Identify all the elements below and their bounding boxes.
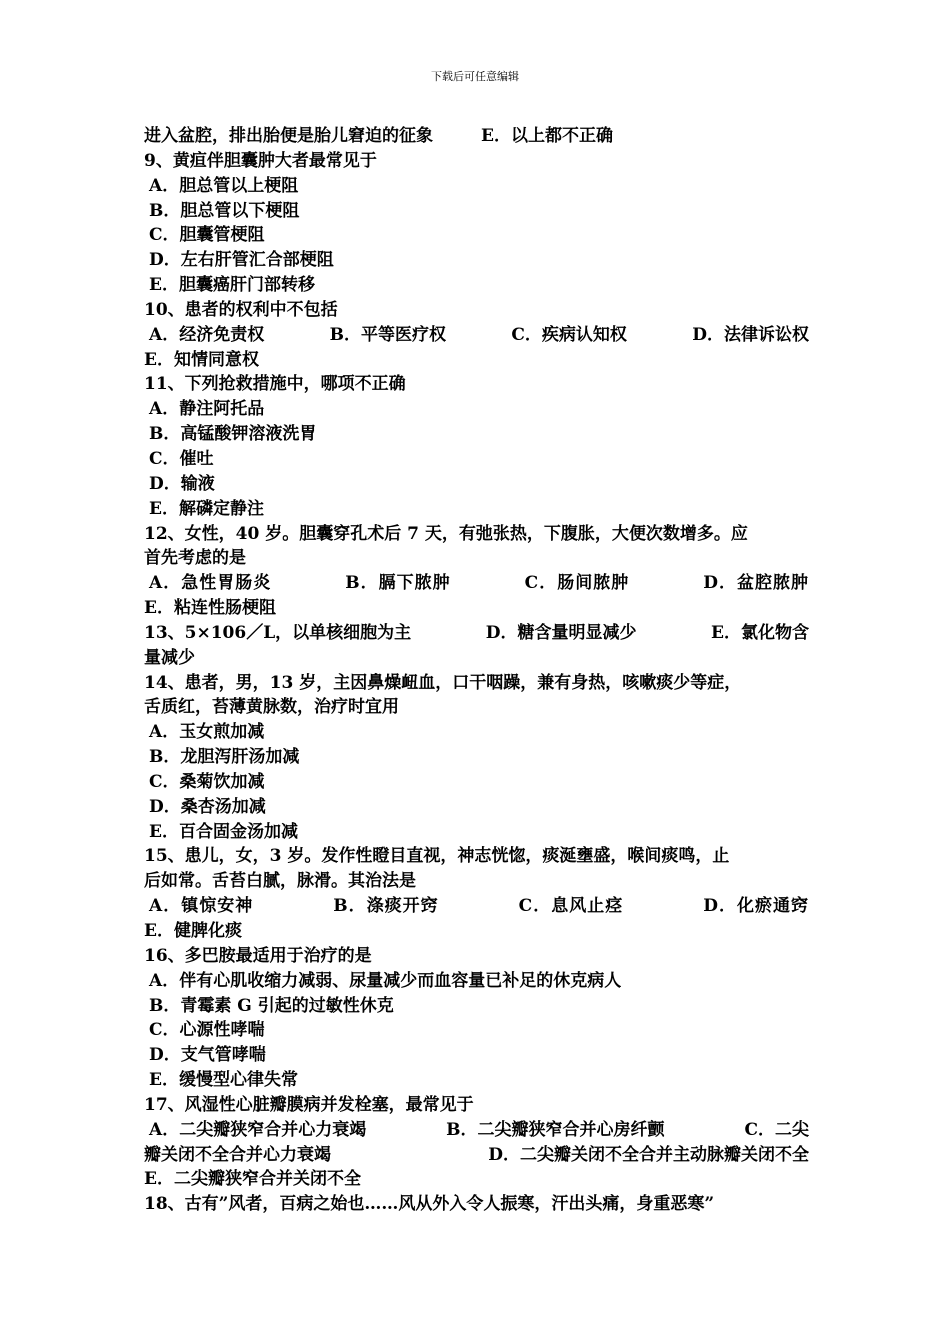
- option-line: E．缓慢型心律失常: [149, 1070, 298, 1091]
- option-line: A．静注阿托品: [149, 399, 265, 420]
- option-line: D．左右肝管汇合部梗阻: [149, 250, 334, 271]
- option-line: B．高锰酸钾溶液洗胃: [149, 424, 317, 445]
- option-inline: A．镇惊安神: [149, 896, 254, 917]
- option-inline: B．二尖瓣狭窄合并心房纤颤: [446, 1119, 665, 1140]
- option-inline: B．膈下脓肿: [345, 573, 451, 594]
- option-line: C．心源性哮喘: [149, 1020, 265, 1041]
- option-inline: D．化瘀通窍: [703, 896, 809, 917]
- text-line: 量减少: [144, 647, 195, 668]
- option-inline: C．肠间脓肿: [524, 573, 630, 594]
- text-line: 舌质红，苔薄黄脉数，治疗时宜用: [144, 697, 399, 718]
- text-line: 14、患者，男，13 岁，主因鼻燥衄血，口干咽躁，兼有身热，咳嗽痰少等症，: [144, 672, 742, 693]
- option-line: C．桑菊饮加减: [149, 771, 265, 792]
- option-row: [144, 571, 809, 596]
- line-segment: 进入盆腔，排出胎便是胎儿窘迫的征象: [144, 126, 433, 146]
- option-line: C．胆囊管梗阻: [149, 225, 265, 246]
- option-line: E．百合固金汤加减: [149, 821, 298, 842]
- option-row: [144, 1143, 809, 1168]
- text-line: [144, 124, 809, 149]
- option-line: E．胆囊癌肝门部转移: [149, 275, 315, 296]
- option-line: B．龙胆泻肝汤加减: [149, 747, 300, 768]
- text-line: 17、风湿性心脏瓣膜病并发栓塞，最常见于: [144, 1094, 474, 1115]
- option-row: [144, 621, 809, 646]
- option-inline: B．涤痰开窍: [333, 896, 439, 917]
- option-inline: B．平等医疗权: [329, 324, 446, 345]
- text-line: 9、黄疸伴胆囊肿大者最常见于: [144, 150, 377, 171]
- text-line: 16、多巴胺最适用于治疗的是: [144, 945, 372, 966]
- option-line: B．胆总管以下梗阻: [149, 200, 300, 221]
- option-line: B．青霉素 G 引起的过敏性休克: [149, 995, 394, 1016]
- option-inline: 瓣关闭不全合并心力衰竭: [144, 1144, 331, 1165]
- text-line: 12、女性，40 岁。胆囊穿孔术后 7 天，有弛张热，下腹胀，大便次数增多。应: [144, 523, 748, 544]
- text-line: E．粘连性肠梗阻: [144, 598, 276, 619]
- option-line: A．玉女煎加减: [149, 722, 265, 743]
- option-line: D．支气管哮喘: [149, 1045, 266, 1066]
- option-row: [144, 894, 809, 919]
- page-header: 下载后可任意编辑: [431, 70, 519, 83]
- option-inline: D．盆腔脓肿: [703, 573, 809, 594]
- option-inline: E．以上都不正确: [481, 126, 613, 146]
- text-line: E．二尖瓣狭窄合并关闭不全: [144, 1169, 361, 1190]
- text-line: E．知情同意权: [144, 349, 259, 370]
- option-inline: D．二尖瓣关闭不全合并主动脉瓣关闭不全: [488, 1144, 809, 1165]
- text-line: 11、下列抢救措施中，哪项不正确: [144, 374, 406, 395]
- option-inline: A．经济免责权: [149, 324, 265, 345]
- option-inline: D．法律诉讼权: [692, 324, 809, 345]
- text-line: 18、古有”风者，百病之始也……风从外入令人振寒，汗出头痛，身重恶寒”: [144, 1194, 715, 1215]
- option-line: A．胆总管以上梗阻: [149, 175, 299, 196]
- text-line: 首先考虑的是: [144, 548, 246, 569]
- option-line: C．催吐: [149, 448, 214, 469]
- option-inline: 13、5×106／L，以单核细胞为主: [144, 622, 412, 643]
- option-line: A．伴有心肌收缩力减弱、尿量减少而血容量已补足的休克病人: [149, 970, 622, 991]
- option-line: E．解磷定静注: [149, 498, 264, 519]
- option-inline: D．糖含量明显减少: [485, 622, 637, 643]
- option-inline: C．疾病认知权: [511, 324, 627, 345]
- option-inline: A．急性胃肠炎: [149, 573, 272, 594]
- option-inline: A．二尖瓣狭窄合并心力衰竭: [149, 1119, 367, 1140]
- option-row: [144, 1118, 809, 1143]
- document-body: [144, 124, 809, 1217]
- option-inline: E．氯化物含: [711, 622, 809, 643]
- text-line: E．健脾化痰: [144, 921, 242, 941]
- option-line: D．桑杏汤加减: [149, 796, 266, 817]
- option-inline: C．二尖: [744, 1119, 809, 1140]
- text-line: 15、患儿，女，3 岁。发作性瞪目直视，神志恍惚，痰涎壅盛，喉间痰鸣，止: [144, 846, 730, 867]
- text-line: 10、患者的权利中不包括: [144, 299, 338, 320]
- option-inline: C．息风止痉: [518, 896, 624, 917]
- text-line: 后如常。舌苔白腻，脉滑。其治法是: [144, 871, 416, 892]
- option-line: D．输液: [149, 473, 215, 494]
- option-row: [144, 323, 809, 348]
